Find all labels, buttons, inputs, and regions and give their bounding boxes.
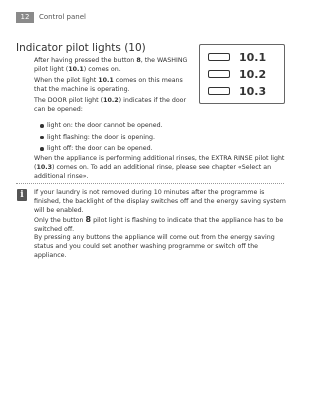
paragraph-door-light: The DOOR pilot light (10.2) indicates if the door can be opened: <box>34 97 187 113</box>
section-title: Indicator pilot lights (10) <box>16 42 146 54</box>
paragraph-wake-up: By pressing any buttons the appliance will come out from the energy saving status and you could set another washing programme or switch off the appliance. <box>34 234 275 259</box>
list-item: light on: the door cannot be opened. <box>40 120 163 132</box>
pilot-light-label: 10.2 <box>239 68 267 81</box>
door-light-list <box>40 120 163 155</box>
page-number: 12 <box>16 12 34 23</box>
info-icon: i <box>17 189 27 201</box>
pilot-light-icon <box>208 70 230 78</box>
pilot-light-icon <box>208 87 230 95</box>
bullet-icon <box>40 147 44 151</box>
pilot-light-row <box>208 68 282 81</box>
page-header <box>16 12 284 23</box>
paragraph-operating: When the pilot light 10.1 comes on this means that the machine is operating. <box>34 77 183 93</box>
pilot-light-icon <box>208 53 230 61</box>
pilot-light-row <box>208 51 282 64</box>
pilot-light-label: 10.3 <box>239 85 267 98</box>
paragraph-button-flashing: Only the button 8 pilot light is flashing to indicate that the appliance has to be switched off. <box>34 215 284 233</box>
list-item: light off: the door can be opened. <box>40 143 163 155</box>
header-title: Control panel <box>39 13 86 21</box>
bullet-icon <box>40 136 44 140</box>
pilot-light-row <box>208 85 282 98</box>
divider <box>16 183 284 184</box>
list-item: light flashing: the door is opening. <box>40 132 163 144</box>
paragraph-extra-rinse: When the appliance is performing additional rinses, the EXTRA RINSE pilot light (10.3) comes on. To add an additional rinse, please see chapter «Select an additional rinse». <box>34 155 285 180</box>
paragraph-washing-light: After having pressed the button 8, the WASHING pilot light (10.1) comes on. <box>34 57 188 73</box>
pilot-lights-panel <box>199 44 285 104</box>
bullet-icon <box>40 124 44 128</box>
pilot-light-label: 10.1 <box>239 51 267 64</box>
paragraph-energy-saving: If your laundry is not removed during 10 minutes after the programme is finished, the backlight of the display switches off and the energy saving system will be enabled. <box>34 189 286 214</box>
